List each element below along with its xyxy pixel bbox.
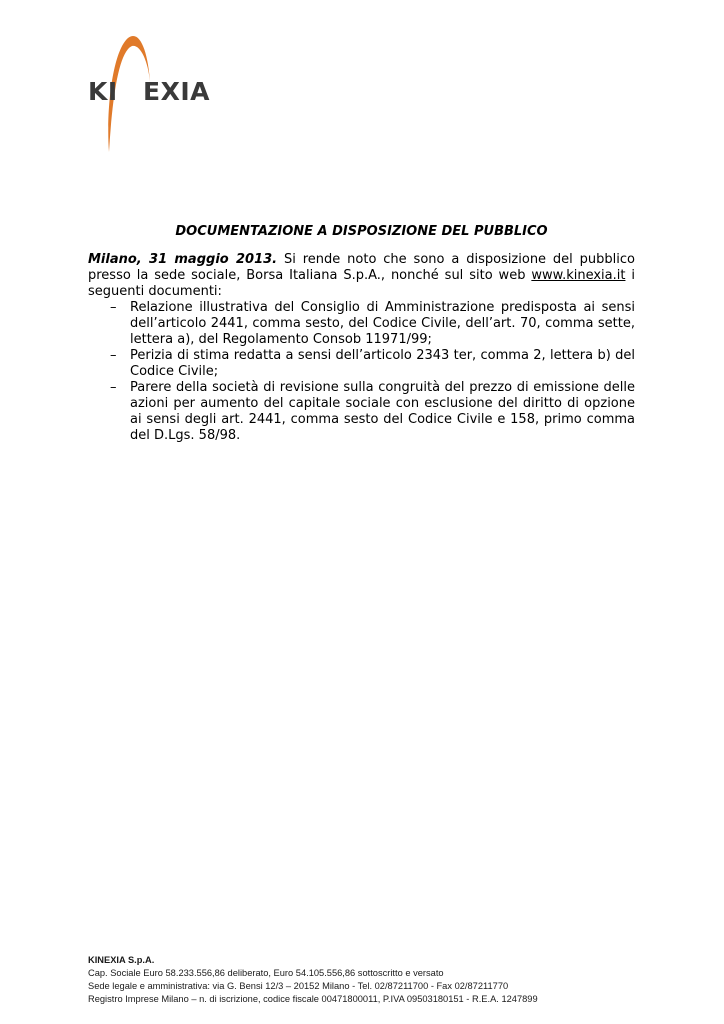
list-item — [88, 348, 635, 380]
dash-bullet-icon: – — [110, 300, 117, 315]
website-link[interactable]: www.kinexia.it — [531, 268, 626, 283]
footer-registry: Registro Imprese Milano – n. di iscrizione, codice fiscale 00471800011, P.IVA 09503180151 - R.E.A. 1247899 — [88, 994, 538, 1004]
list-item-text: Parere della società di revisione sulla congruità del prezzo di emissione delle azioni per aumento del capitale sociale con esclusione del diritto di opzione ai sensi degli art. 2441, comma sesto del Codice Civile e 158, primo comma del D.Lgs. 58/98. — [130, 380, 635, 443]
intro-paragraph — [88, 252, 635, 300]
intro-text-after-link: i seguenti documenti: — [88, 268, 635, 299]
dash-bullet-icon: – — [110, 380, 117, 395]
kinexia-logo — [88, 32, 218, 156]
logo-text-right: EXIA — [143, 77, 211, 106]
footer-capital: Cap. Sociale Euro 58.233.556,86 deliberato, Euro 54.105.556,86 sottoscritto e versato — [88, 968, 444, 978]
intro-text-before-link: Si rende noto che sono a disposizione del pubblico presso la sede sociale, Borsa Italiana S.p.A., nonché sul sito web — [88, 252, 635, 283]
footer-company: KINEXIA S.p.A. — [88, 955, 155, 965]
list-item-text: Relazione illustrativa del Consiglio di Amministrazione predisposta ai sensi dell’articolo 2441, comma sesto, del Codice Civile, dell’art. 70, comma sette, lettera a), del Regolamento Consob 11971/99; — [130, 300, 635, 347]
list-item — [88, 380, 635, 444]
dash-bullet-icon: – — [110, 348, 117, 363]
page-title: DOCUMENTAZIONE A DISPOSIZIONE DEL PUBBLICO — [175, 224, 548, 239]
footer — [88, 954, 648, 1006]
document-body — [88, 252, 635, 444]
document-list — [88, 300, 635, 444]
logo-text-left: KI — [88, 77, 118, 106]
list-item-text: Perizia di stima redatta a sensi dell’articolo 2343 ter, comma 2, lettera b) del Codice Civile; — [130, 348, 635, 379]
lead-date: Milano, 31 maggio 2013. — [88, 252, 278, 267]
list-item — [88, 300, 635, 348]
footer-address: Sede legale e amministrativa: via G. Bensi 12/3 – 20152 Milano - Tel. 02/87211700 - Fax 02/87211770 — [88, 981, 509, 991]
